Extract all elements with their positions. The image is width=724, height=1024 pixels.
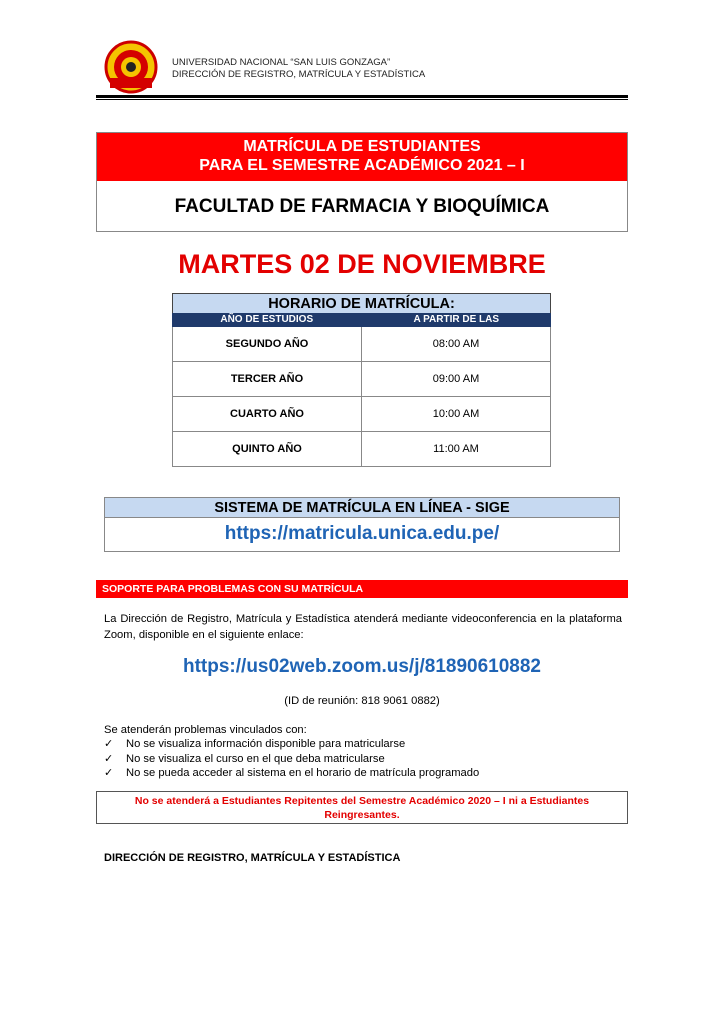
- sige-box: [104, 497, 620, 552]
- schedule-column-headers: [172, 313, 551, 327]
- row-time: 08:00 AM: [432, 338, 480, 350]
- row-year: QUINTO AÑO: [173, 432, 362, 466]
- issues-intro: Se atenderán problemas vinculados con:: [104, 724, 307, 736]
- list-item: [104, 737, 479, 752]
- issue-text: No se visualiza información disponible para matricularse: [126, 738, 406, 750]
- table-row: [172, 362, 551, 397]
- title-line-2: PARA EL SEMESTRE ACADÉMICO 2021 – I: [199, 157, 525, 174]
- issue-text: No se visualiza el curso en el que deba matricularse: [126, 752, 385, 765]
- table-row: [172, 397, 551, 432]
- university-name: UNIVERSIDAD NACIONAL “SAN LUIS GONZAGA”: [172, 57, 391, 68]
- schedule-heading: HORARIO DE MATRÍCULA:: [172, 293, 551, 313]
- row-time: 11:00 AM: [433, 443, 479, 455]
- table-row: [172, 327, 551, 362]
- check-icon: ✓: [104, 738, 114, 750]
- zoom-link[interactable]: https://us02web.zoom.us/j/81890610882: [183, 656, 541, 677]
- header-text: [172, 57, 425, 81]
- office-name: DIRECCIÓN DE REGISTRO, MATRÍCULA Y ESTADÍSTICA: [172, 69, 426, 80]
- column-header-time: A PARTIR DE LAS: [413, 314, 500, 325]
- header-divider: [96, 95, 628, 98]
- list-item: [104, 766, 479, 781]
- meeting-id: (ID de reunión: 818 9061 0882): [284, 695, 440, 707]
- issues-list: [104, 737, 479, 781]
- title-box: [96, 132, 628, 232]
- check-icon: ✓: [104, 767, 114, 779]
- list-item: [104, 752, 479, 767]
- schedule-table: [172, 293, 551, 467]
- row-year: TERCER AÑO: [173, 362, 362, 396]
- faculty-name: FACULTAD DE FARMACIA Y BIOQUÍMICA: [174, 196, 550, 217]
- support-text: La Dirección de Registro, Matrícula y Estadística atenderá mediante videoconferencia en la plataforma Zoom, disponible en el siguiente enlace:: [104, 613, 622, 641]
- check-icon: ✓: [104, 752, 114, 765]
- row-year: CUARTO AÑO: [173, 397, 362, 431]
- sige-link[interactable]: https://matricula.unica.edu.pe/: [224, 523, 500, 544]
- title-line-1: MATRÍCULA DE ESTUDIANTES: [243, 138, 481, 155]
- header-divider-thin: [96, 99, 628, 100]
- notice-box: No se atenderá a Estudiantes Repitentes del Semestre Académico 2020 – I ni a Estudiantes Reingresantes.: [96, 791, 628, 824]
- column-header-year: AÑO DE ESTUDIOS: [220, 314, 314, 325]
- sige-heading: SISTEMA DE MATRÍCULA EN LÍNEA - SIGE: [105, 498, 619, 518]
- support-heading: SOPORTE PARA PROBLEMAS CON SU MATRÍCULA: [96, 580, 628, 598]
- table-row: [172, 432, 551, 467]
- enrollment-date: MARTES 02 DE NOVIEMBRE: [178, 249, 546, 279]
- issue-text: No se pueda acceder al sistema en el horario de matrícula programado: [126, 767, 480, 779]
- footer-signature: DIRECCIÓN DE REGISTRO, MATRÍCULA Y ESTADÍSTICA: [104, 852, 401, 864]
- row-time: 10:00 AM: [432, 408, 480, 420]
- title-banner: [97, 133, 627, 181]
- university-seal-icon: [104, 40, 158, 94]
- row-year: SEGUNDO AÑO: [173, 327, 362, 361]
- row-time: 09:00 AM: [432, 373, 480, 385]
